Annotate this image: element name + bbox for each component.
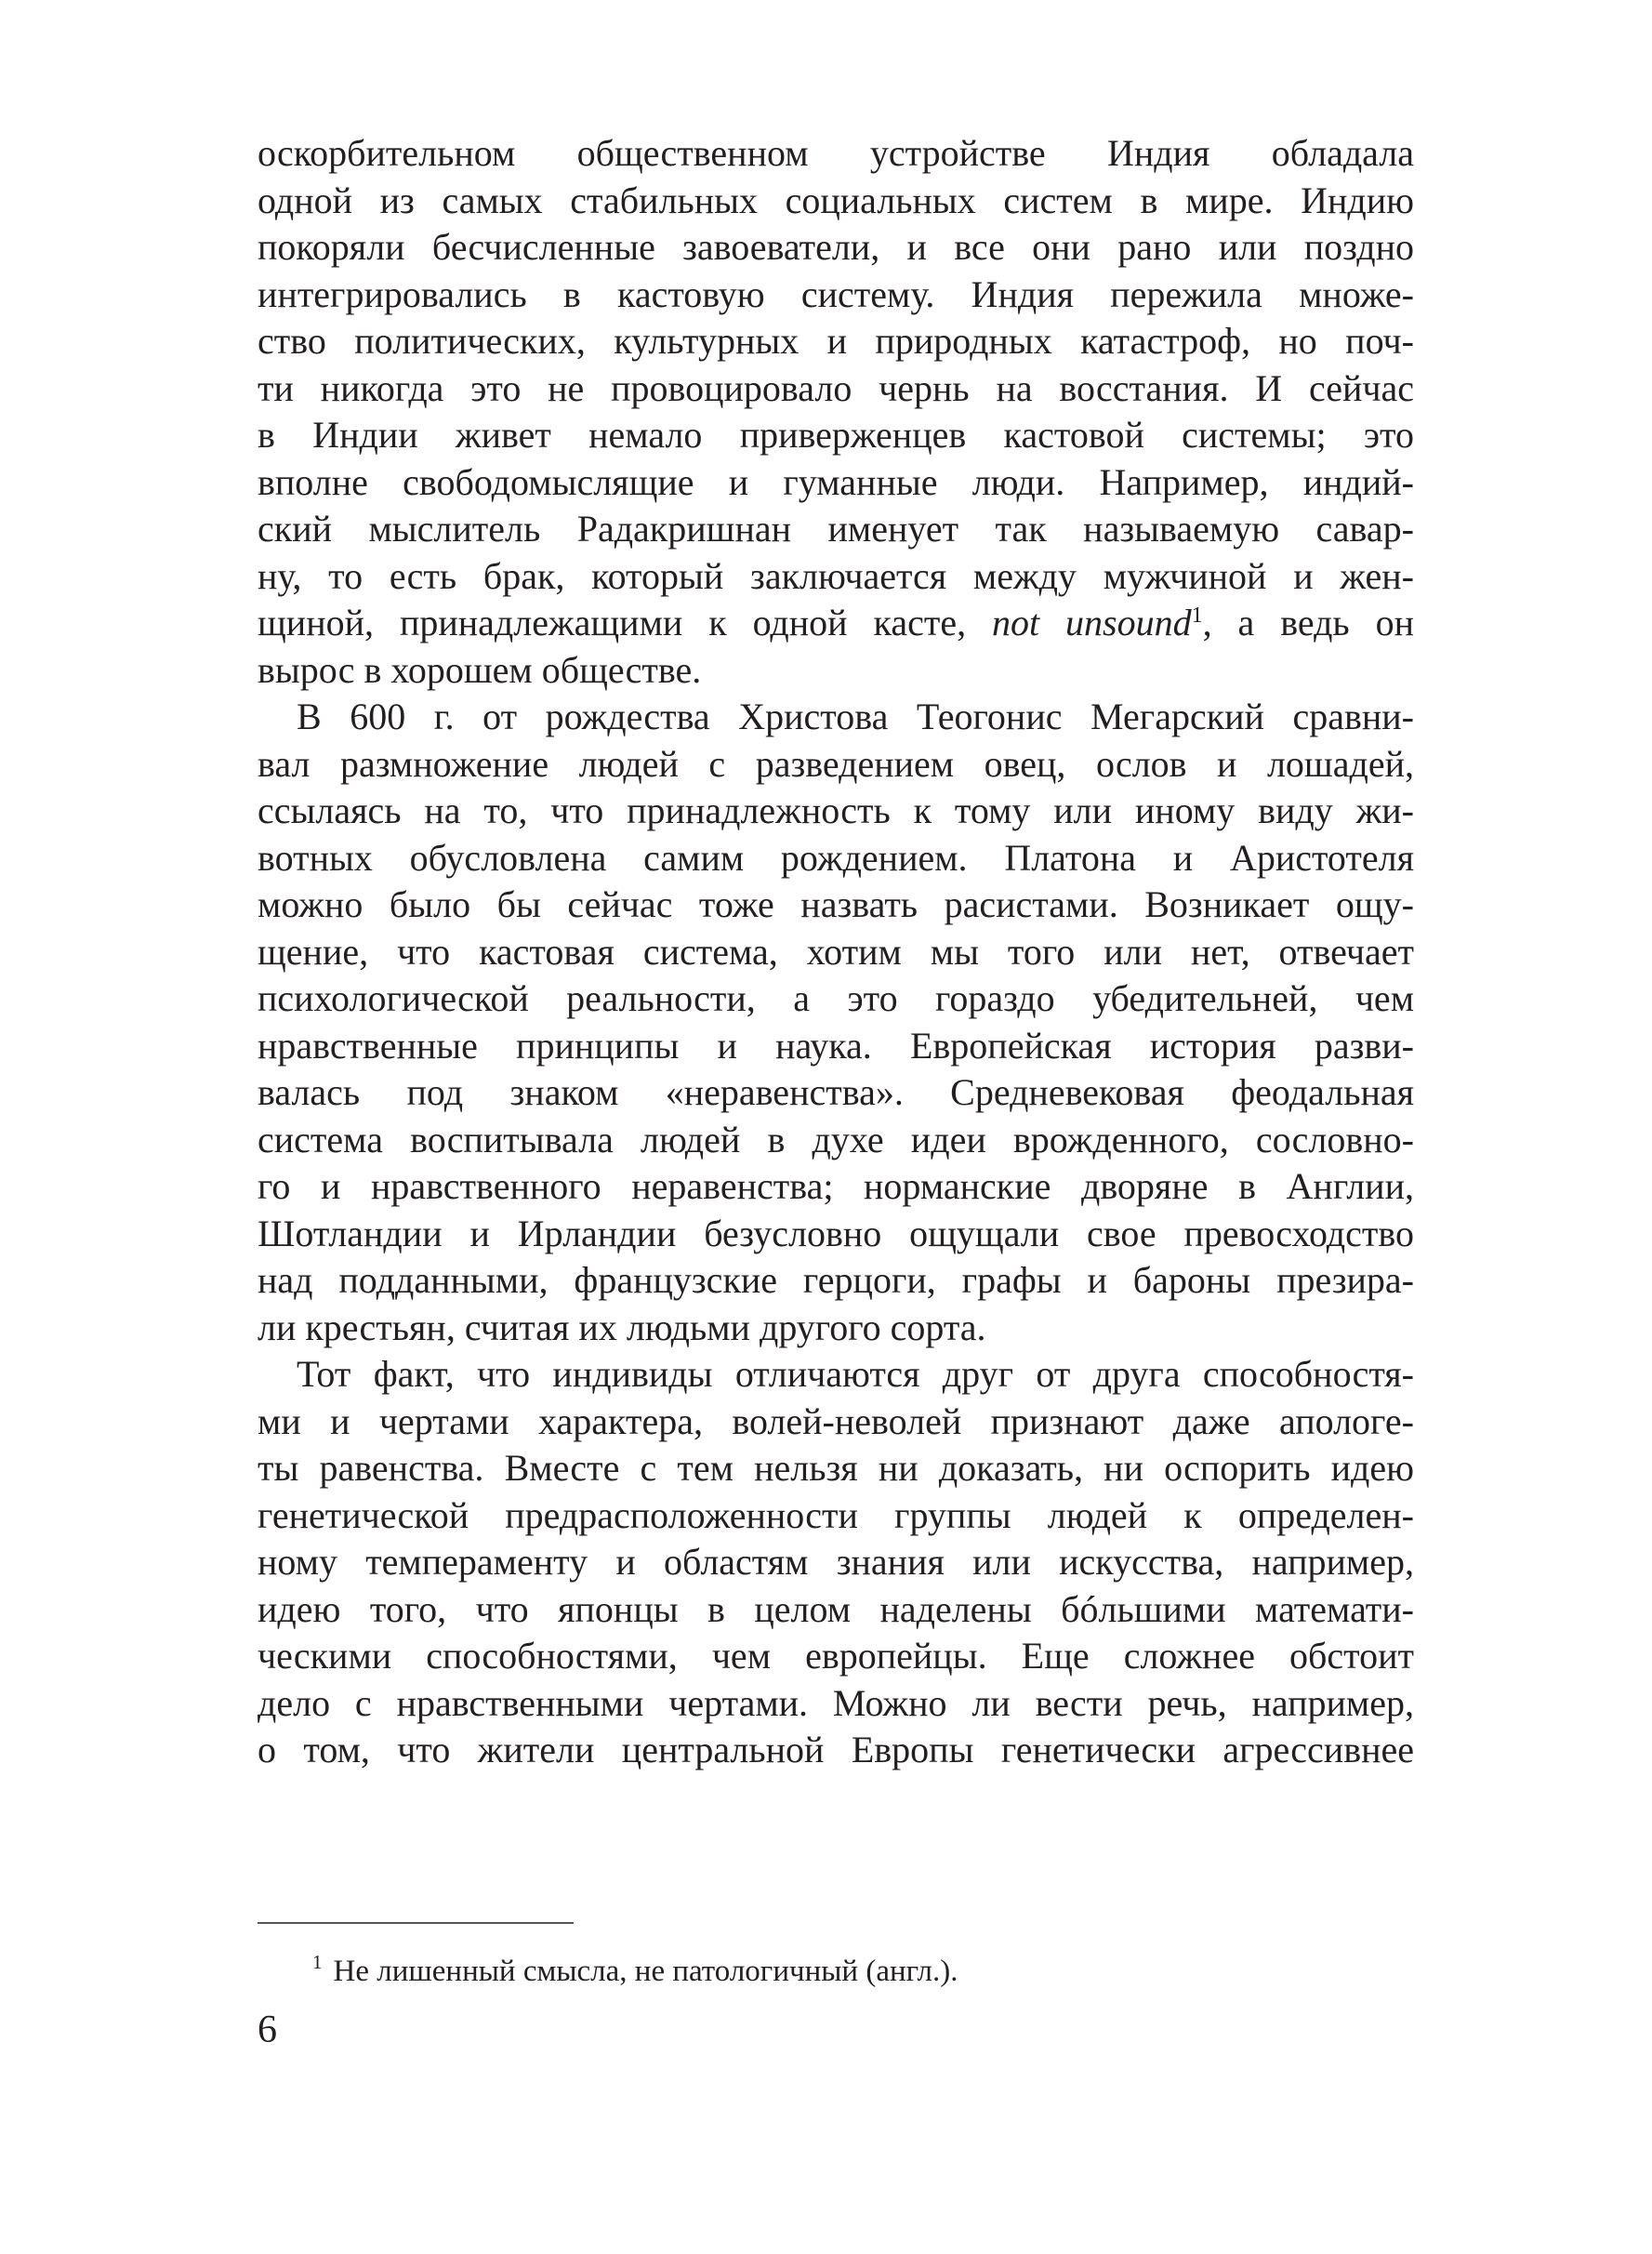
text-line: ство политических, культурных и природных катастроф, но поч- xyxy=(258,320,1414,362)
text-line: интегрировались в кастовую систему. Индия пережила множе- xyxy=(258,272,1414,315)
foreign-phrase: not unsound xyxy=(992,602,1192,643)
text-line: ческими способностями, чем европейцы. Еще сложнее обстоит xyxy=(258,1635,1414,1677)
body-text xyxy=(258,130,1414,1774)
text-line: покоряли бесчисленные завоеватели, и все они рано или поздно xyxy=(258,226,1414,268)
text-line: о том, что жители центральной Европы генетически агрессивнее xyxy=(258,1729,1414,1770)
paragraph xyxy=(258,1351,1414,1774)
page-number: 6 xyxy=(258,2009,277,2051)
text-line: вотных обусловлена самим рождением. Платона и Аристотеля xyxy=(258,836,1414,879)
paragraph xyxy=(258,130,1414,694)
text-line: В 600 г. от рождества Христова Теогонис Мегарский сравни- xyxy=(297,696,1414,737)
text-line: Тот факт, что индивиды отличаются друг от друга способностя- xyxy=(297,1353,1414,1395)
text-line xyxy=(258,600,1414,647)
footnote-mark: 1 xyxy=(312,1951,323,1973)
footnote-divider xyxy=(258,1922,574,1924)
text-line: одной из самых стабильных социальных систем в мире. Индию xyxy=(258,179,1414,221)
text-segment: , а ведь он xyxy=(1202,602,1414,643)
text-line: го и нравственного неравенства; норманские дворяне в Англии, xyxy=(258,1165,1414,1207)
footnote-reference[interactable]: 1 xyxy=(1191,603,1203,628)
footnote-text: Не лишенный смысла, не патологичный (англ.). xyxy=(333,1955,958,1988)
text-line: ти никогда это не провоцировало чернь на восстания. И сейчас xyxy=(258,366,1414,409)
text-line: система воспитывала людей в духе идеи врожденного, сословно- xyxy=(258,1118,1414,1160)
text-line: можно было бы сейчас тоже назвать расистами. Возникает ощу- xyxy=(258,883,1414,925)
text-line: вполне свободомыслящие и гуманные люди. Например, индий- xyxy=(258,460,1414,503)
text-line: психологической реальности, а это гораздо убедительней, чем xyxy=(258,977,1414,1019)
text-line: нравственные принципы и наука. Европейская история разви- xyxy=(258,1024,1414,1067)
text-line: ми и чертами характера, волей-неволей признают даже апологе- xyxy=(258,1399,1414,1442)
text-line: дело с нравственными чертами. Можно ли вести речь, например, xyxy=(258,1681,1414,1724)
text-line: щение, что кастовая система, хотим мы того или нет, отвечает xyxy=(258,930,1414,973)
text-line: оскорбительном общественном устройстве Индия обладала xyxy=(258,132,1414,174)
text-line: Шотландии и Ирландии безусловно ощущали свое превосходство xyxy=(258,1212,1414,1254)
text-line: вырос в хорошем обществе. xyxy=(258,648,702,691)
text-line: ли крестьян, считая их людьми другого сорта. xyxy=(258,1306,986,1348)
text-line: ному темпераменту и областям знания или искусства, например, xyxy=(258,1541,1414,1583)
text-line: ты равенства. Вместе с тем нельзя ни доказать, ни оспорить идею xyxy=(258,1447,1414,1489)
text-line: идею того, что японцы в целом наделены бóльшими математи- xyxy=(258,1587,1414,1630)
text-line: ский мыслитель Радакришнан именует так называемую савар- xyxy=(258,508,1414,550)
text-line: ну, то есть брак, который заключается между мужчиной и жен- xyxy=(258,554,1414,597)
text-line: вал размножение людей с разведением овец, ослов и лошадей, xyxy=(258,742,1414,785)
text-line: в Индии живет немало приверженцев кастовой системы; это xyxy=(258,414,1414,456)
text-line: генетической предрасположенности группы людей к определен- xyxy=(258,1493,1414,1536)
text-line: ссылаясь на то, что принадлежность к тому или иному виду жи- xyxy=(258,789,1414,831)
text-line: валась под знаком «неравенства». Средневековая феодальная xyxy=(258,1071,1414,1113)
text-line: над подданными, французские герцоги, графы и бароны презира- xyxy=(258,1259,1414,1301)
paragraph xyxy=(258,694,1414,1351)
footnote xyxy=(312,1951,958,1992)
text-segment: щиной, принадлежащими к одной касте, xyxy=(258,602,992,643)
